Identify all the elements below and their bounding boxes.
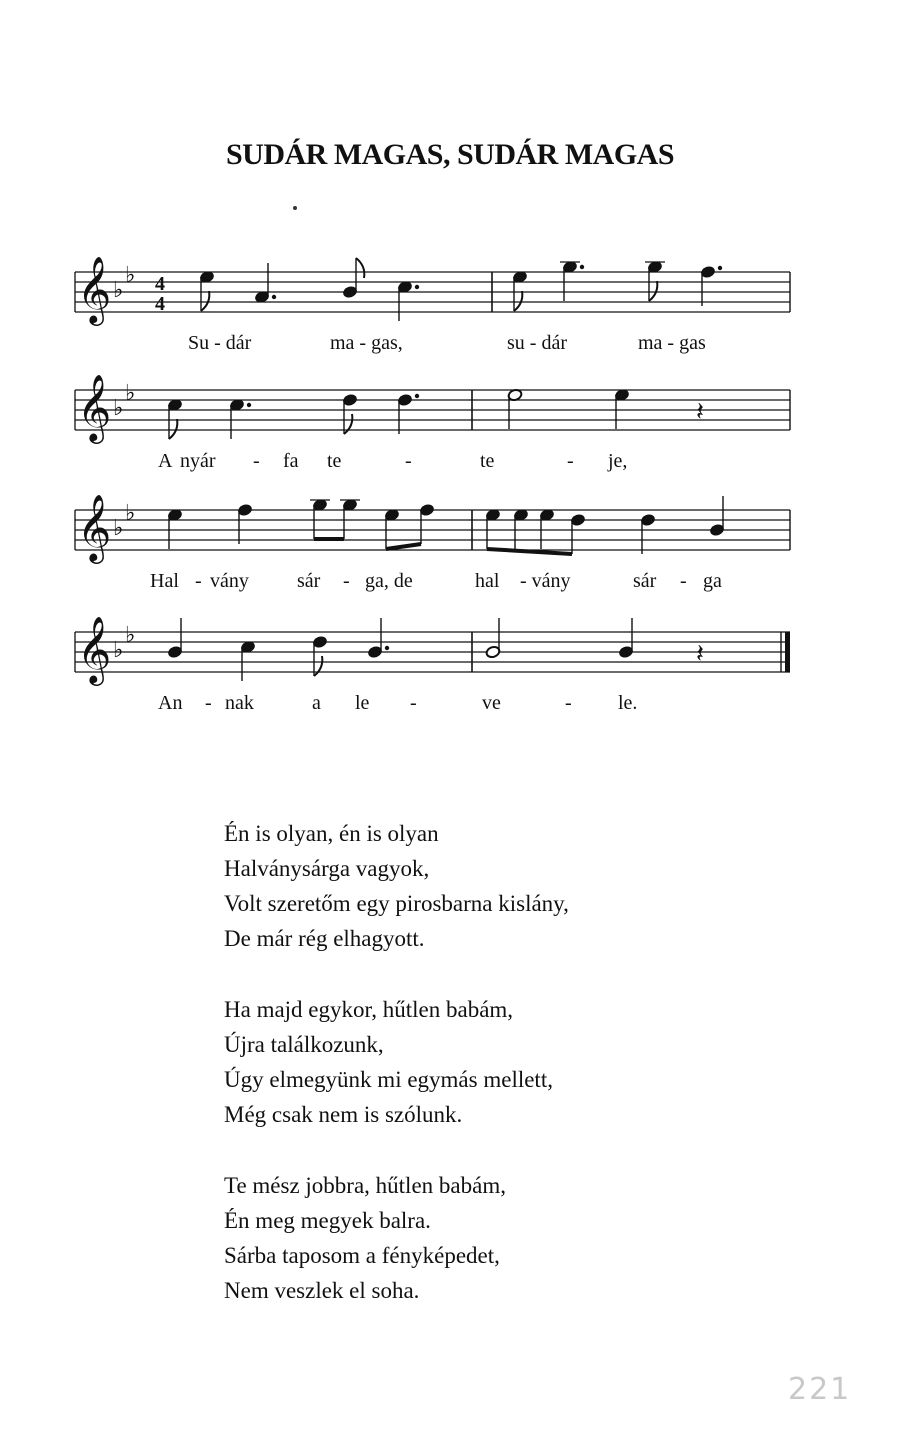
lyric-syllable: vány bbox=[210, 570, 249, 592]
flat-icon: ♭ bbox=[125, 623, 136, 648]
lyric-syllable: - bbox=[680, 570, 687, 592]
verse-line: Te mész jobbra, hűtlen babám, bbox=[224, 1173, 506, 1198]
lyric-syllable: - bbox=[343, 570, 350, 592]
lyric-syllable: nak bbox=[225, 692, 254, 714]
quarter-rest-icon: 𝄽 bbox=[696, 639, 704, 669]
lyric-syllable: - bbox=[567, 450, 574, 472]
lyric-syllable: ma - gas, bbox=[330, 332, 403, 354]
verse-line: Én is olyan, én is olyan bbox=[224, 821, 439, 846]
lyric-syllable: Hal bbox=[150, 570, 179, 592]
verse-line: Úgy elmegyünk mi egymás mellett, bbox=[224, 1067, 553, 1092]
time-signature-bottom: 4 bbox=[155, 293, 165, 315]
lyric-syllable: - vány bbox=[520, 570, 571, 592]
verse-line: Újra találkozunk, bbox=[224, 1032, 384, 1057]
verses bbox=[224, 816, 569, 1344]
lyric-syllable: sár bbox=[633, 570, 657, 592]
note-flag bbox=[314, 656, 322, 676]
time-signature-top: 4 bbox=[155, 273, 165, 295]
lyric-syllable: - bbox=[253, 450, 260, 472]
flat-icon: ♭ bbox=[113, 278, 124, 303]
lyric-syllable: le bbox=[355, 692, 370, 714]
flat-icon: ♭ bbox=[113, 396, 124, 421]
augmentation-dot bbox=[385, 646, 389, 650]
lyric-syllable: hal bbox=[475, 570, 500, 592]
verse-line: Halványsárga vagyok, bbox=[224, 856, 430, 881]
lyric-syllable: a bbox=[312, 692, 321, 714]
treble-clef-icon: 𝄞 bbox=[77, 615, 112, 683]
page-number: 221 bbox=[788, 1372, 852, 1407]
verse-line: Volt szeretőm egy pirosbarna kislány, bbox=[224, 891, 569, 916]
note-beam bbox=[386, 544, 421, 549]
flat-icon: ♭ bbox=[113, 638, 124, 663]
final-barline-thick bbox=[785, 632, 790, 672]
verse-line: De már rég elhagyott. bbox=[224, 926, 425, 951]
lyric-syllable: A bbox=[158, 450, 173, 472]
lyric-syllable: fa bbox=[283, 450, 299, 472]
note-flag bbox=[344, 414, 352, 434]
lyric-syllable: te bbox=[327, 450, 342, 472]
augmentation-dot bbox=[272, 295, 276, 299]
flat-icon: ♭ bbox=[125, 501, 136, 526]
lyric-syllable: le. bbox=[618, 692, 638, 714]
stanza-1 bbox=[224, 816, 569, 956]
note-flag bbox=[514, 291, 522, 311]
lyric-syllable: - bbox=[410, 692, 417, 714]
stanza-3 bbox=[224, 1168, 569, 1308]
augmentation-dot bbox=[415, 285, 419, 289]
augmentation-dot bbox=[415, 394, 419, 398]
lyric-syllable: - bbox=[205, 692, 212, 714]
flat-icon: ♭ bbox=[125, 263, 136, 288]
lyric-syllable: ga bbox=[703, 570, 722, 592]
lyric-syllable: ga, de bbox=[365, 570, 413, 592]
lyric-syllable: - bbox=[195, 570, 202, 592]
lyric-syllable: ma - gas bbox=[638, 332, 706, 354]
stanza-2 bbox=[224, 992, 569, 1132]
treble-clef-icon: 𝄞 bbox=[77, 255, 112, 323]
lyric-syllable: su - dár bbox=[507, 332, 567, 354]
flat-icon: ♭ bbox=[125, 381, 136, 406]
verse-line: Még csak nem is szólunk. bbox=[224, 1102, 463, 1127]
verse-line: Nem veszlek el soha. bbox=[224, 1278, 420, 1303]
note-flag bbox=[649, 281, 657, 301]
verse-line: Sárba taposom a fényképedet, bbox=[224, 1243, 500, 1268]
note-flag bbox=[169, 419, 177, 439]
verse-line: Ha majd egykor, hűtlen babám, bbox=[224, 997, 514, 1022]
lyric-syllable: nyár bbox=[180, 450, 216, 472]
lyric-syllable: - bbox=[405, 450, 412, 472]
treble-clef-icon: 𝄞 bbox=[77, 493, 112, 561]
flat-icon: ♭ bbox=[113, 516, 124, 541]
lyric-syllable: An bbox=[158, 692, 183, 714]
verse-line: Én meg megyek balra. bbox=[224, 1208, 431, 1233]
lyric-syllable: sár bbox=[297, 570, 321, 592]
lyric-syllable: Su - dár bbox=[188, 332, 252, 354]
augmentation-dot bbox=[580, 265, 584, 269]
song-title: SUDÁR MAGAS, SUDÁR MAGAS bbox=[225, 138, 675, 171]
augmentation-dot bbox=[718, 266, 722, 270]
note-flag bbox=[201, 291, 209, 311]
augmentation-dot bbox=[247, 403, 251, 407]
lyric-syllable: - bbox=[565, 692, 572, 714]
lyric-syllable: je, bbox=[608, 450, 628, 472]
lyric-syllable: ve bbox=[482, 692, 501, 714]
lyric-syllable: te bbox=[480, 450, 495, 472]
treble-clef-icon: 𝄞 bbox=[77, 373, 112, 441]
note-flag bbox=[356, 258, 364, 278]
quarter-rest-icon: 𝄽 bbox=[696, 397, 704, 427]
